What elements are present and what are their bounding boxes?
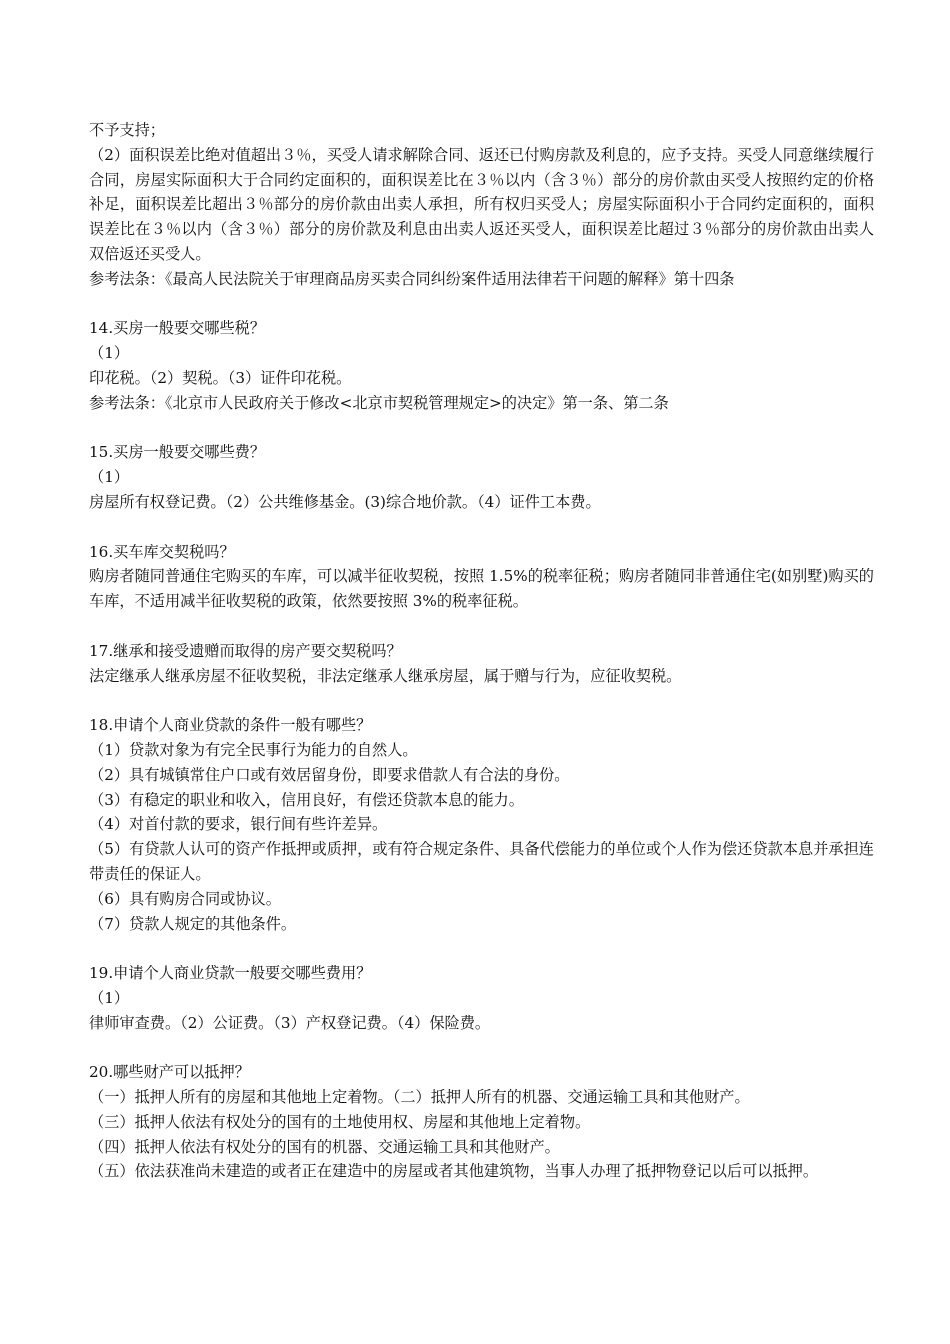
- document-page: [89, 118, 874, 1184]
- reference-line: 参考法条：《最高人民法院关于审理商品房买卖合同纠纷案件适用法律若干问题的解释》第十四条: [89, 269, 735, 288]
- answer-line: （1）: [89, 988, 130, 1007]
- spacer: [89, 292, 874, 317]
- question-heading: 17.继承和接受遗赠而取得的房产要交契税吗？: [89, 641, 402, 660]
- answer-line: 购房者随同普通住宅购买的车库，可以减半征收契税，按照 1.5%的税率征税；购房者随同非普通住宅(如别墅)购买的车库，不适用减半征收契税的政策，依然要按照 3%的税率征税。: [89, 567, 874, 611]
- answer-line: （1）: [89, 344, 130, 363]
- answer-line: （1）: [89, 468, 130, 487]
- paragraph: 不予支持；: [89, 121, 165, 139]
- spacer: [89, 614, 874, 639]
- question-heading: 20.哪些财产可以抵押？: [89, 1063, 250, 1082]
- answer-line: 法定继承人继承房屋不征收契税，非法定继承人继承房屋，属于赠与行为，应征收契税。: [89, 666, 682, 685]
- list-item: （7）贷款人规定的其他条件。: [89, 914, 297, 933]
- answer-line: 律师审查费。（2）公证费。（3）产权登记费。（4）保险费。: [89, 1013, 491, 1032]
- list-item: （1）贷款对象为有完全民事行为能力的自然人。: [89, 740, 418, 759]
- spacer: [89, 416, 874, 441]
- list-item: （五）依法获准尚未建造的或者正在建造中的房屋或者其他建筑物，当事人办理了抵押物登记以后可以抵押。: [89, 1162, 818, 1181]
- question-heading: 16.买车库交契税吗？: [89, 542, 235, 561]
- question-heading: 15.买房一般要交哪些费？: [89, 443, 266, 462]
- spacer: [89, 936, 874, 961]
- list-item: （三）抵押人依法有权处分的国有的土地使用权、房屋和其他地上定着物。: [89, 1112, 591, 1131]
- answer-line: 印花税。（2）契税。（3）证件印花税。: [89, 368, 352, 387]
- reference-line: 参考法条：《北京市人民政府关于修改<北京市契税管理规定>的决定》第一条、第二条: [89, 393, 669, 412]
- question-heading: 14.买房一般要交哪些税？: [89, 319, 266, 338]
- list-item: （四）抵押人依法有权处分的国有的机器、交通运输工具和其他财产。: [89, 1137, 560, 1156]
- list-item: （3）有稳定的职业和收入，信用良好，有偿还贷款本息的能力。: [89, 790, 524, 809]
- list-item: （5）有贷款人认可的资产作抵押或质押，或有符合规定条件、具备代偿能力的单位或个人作为偿还贷款本息并承担连带责任的保证人。: [89, 840, 874, 883]
- answer-line: 房屋所有权登记费。（2）公共维修基金。(3)综合地价款。（4）证件工本费。: [89, 492, 601, 511]
- spacer: [89, 515, 874, 540]
- question-heading: 19.申请个人商业贷款一般要交哪些费用？: [89, 964, 372, 983]
- list-item: （4）对首付款的要求，银行间有些许差异。: [89, 815, 388, 834]
- paragraph: （2）面积误差比绝对值超出３％，买受人请求解除合同、返还已付购房款及利息的，应予支持。买受人同意继续履行合同，房屋实际面积大于合同约定面积的，面积误差比在３％以内（含３％）部分的房价款由买受人按照约定的价格补足，面积误差比超出３％部分的房价款由出卖人承担，所有权归买受人；房屋实际面积小于合同约定面积的，面积误差比在３％以内（含３％）部分的房价款及利息由出卖人返还买受人，面积误差比超过３％部分的房价款由出卖人双倍返还买受人。: [89, 145, 874, 263]
- list-item: （6）具有购房合同或协议。: [89, 889, 281, 908]
- spacer: [89, 1035, 874, 1060]
- question-heading: 18.申请个人商业贷款的条件一般有哪些？: [89, 716, 372, 735]
- list-item: （2）具有城镇常住户口或有效居留身份，即要求借款人有合法的身份。: [89, 765, 570, 784]
- list-item: （一）抵押人所有的房屋和其他地上定着物。（二）抵押人所有的机器、交通运输工具和其他财产。: [89, 1088, 750, 1107]
- spacer: [89, 688, 874, 713]
